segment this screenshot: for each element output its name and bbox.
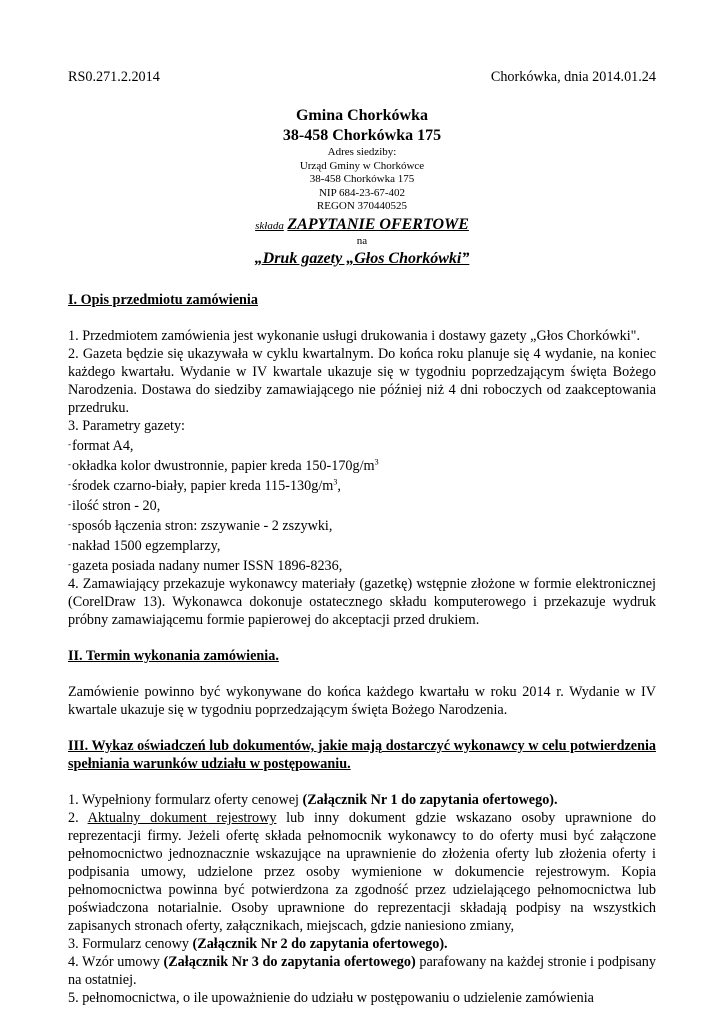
organization-address: 38-458 Chorkówka 175: [282, 127, 442, 144]
regon-number: REGON 370440525: [316, 200, 408, 212]
section-1-paragraph-2: 2. Gazeta będzie się ukazywała w cyklu kwartalnym. Do końca roku planuje się 4 wydanie, na koniec każdego kwartału. Wydanie w IV kwartale ukazuje się w tygodniu poprzedzającym święta Bożego Narodzenia. Dostawa do siedziby zamawiającego nie później niż 4 dni roboczych od zaakceptowania przedruku.: [68, 346, 656, 416]
param-circulation: - nakład 1500 egzemplarzy,: [68, 535, 656, 555]
organization-name: Gmina Chorkówka: [295, 107, 429, 124]
nip-number: NIP 684-23-67-402: [318, 186, 406, 199]
inquiry-line: [68, 216, 656, 235]
section-1-heading: I. Opis przedmiotu zamówienia: [68, 292, 258, 308]
seat-label: Adres siedziby:: [327, 146, 397, 158]
document-page: [68, 68, 656, 1007]
inquiry-title: ZAPYTANIE OFERTOWE: [287, 215, 469, 233]
section-1-paragraph-3: 3. Parametry gazety:: [68, 418, 185, 434]
reference-number: RS0.271.2.2014: [68, 69, 160, 85]
section-3-item-2: 2. Aktualny dokument rejestrowy lub inny dokument gdzie wskazano osoby uprawnione do reprezentacji firmy. Jeżeli ofertę składa pełnomocnik wykonawcy to do oferty musi być załączone pełnomocnictwo jednoznacznie wskazujące na uprawnienie do złożenia oferty lub złożenia oferty i podpisania umowy, udzielone przez osoby wymienione w dokumencie rejestrowym. Kopia pełnomocnictwa powinna być potwierdzona za zgodność przez udzielającego pełnomocnictwa lub poświadczona notarialnie. Osoby uprawnione do reprezentacji składają podpisy na wszystkich zapisanych stronach oferty, załącznikach, miejscach, gdzie naniesiono zmiany,: [68, 810, 656, 934]
office-name: Urząd Gminy w Chorkówce: [299, 159, 425, 172]
section-3-item-4: 4. Wzór umowy (Załącznik Nr 3 do zapytania ofertowego) parafowany na każdej stronie i podpisany na ostatniej.: [68, 954, 656, 988]
sklada-label: składa: [255, 219, 284, 232]
organization-block: [68, 106, 656, 269]
param-pages: - ilość stron - 20,: [68, 495, 656, 515]
header-row: [68, 68, 656, 86]
param-cover: - okładka kolor dwustronnie, papier kreda $150-170g/m^3$: [68, 455, 656, 475]
section-1-paragraph-1: 1. Przedmiotem zamówienia jest wykonanie usługi drukowania i dostawy gazety „Głos Chorkówki".: [68, 328, 640, 344]
section-3-item-3: 3. Formularz cenowy (Załącznik Nr 2 do zapytania ofertowego).: [68, 936, 448, 952]
param-issn: - gazeta posiada nadany numer ISSN 1896-8236,: [68, 555, 656, 575]
param-binding: - sposób łączenia stron: zszywanie - 2 zszywki,: [68, 515, 656, 535]
office-address: 38-458 Chorkówka 175: [309, 173, 415, 185]
section-2-paragraph-1: Zamówienie powinno być wykonywane do końca każdego kwartału w roku 2014 r. Wydanie w IV kwartale ukazuje się w tygodniu poprzedzającym święta Bożego Narodzenia.: [68, 684, 656, 718]
section-1-paragraph-4: 4. Zamawiający przekazuje wykonawcy materiały (gazetkę) wstępnie złożone w formie elektronicznej (CorelDraw 13). Wykonawca dokonuje ostatecznego składu komputerowego i przekazuje wydruk próbny zamawiającemu formie papierowej do akceptacji przed drukiem.: [68, 576, 656, 628]
param-inside: - środek czarno-biały, papier kreda $115-130g/m^3$,: [68, 475, 656, 495]
na-label: na: [356, 234, 368, 247]
param-format: - format A4,: [68, 435, 656, 455]
section-3-heading: III. Wykaz oświadczeń lub dokumentów, jakie mają dostarczyć wykonawcy w celu potwierdzenia spełniania warunków udziału w postępowaniu.: [68, 738, 656, 772]
section-2-heading: II. Termin wykonania zamówienia.: [68, 648, 279, 664]
section-3-item-5: 5. pełnomocnictwa, o ile upoważnienie do udziału w postępowaniu o udzielenie zamówienia: [68, 990, 594, 1006]
section-3-item-1: 1. Wypełniony formularz oferty cenowej (Załącznik Nr 1 do zapytania ofertowego).: [68, 792, 558, 808]
place-and-date: Chorkówka, dnia 2014.01.24: [490, 69, 656, 85]
inquiry-subject: „Druk gazety „Głos Chorkówki”: [254, 250, 470, 267]
